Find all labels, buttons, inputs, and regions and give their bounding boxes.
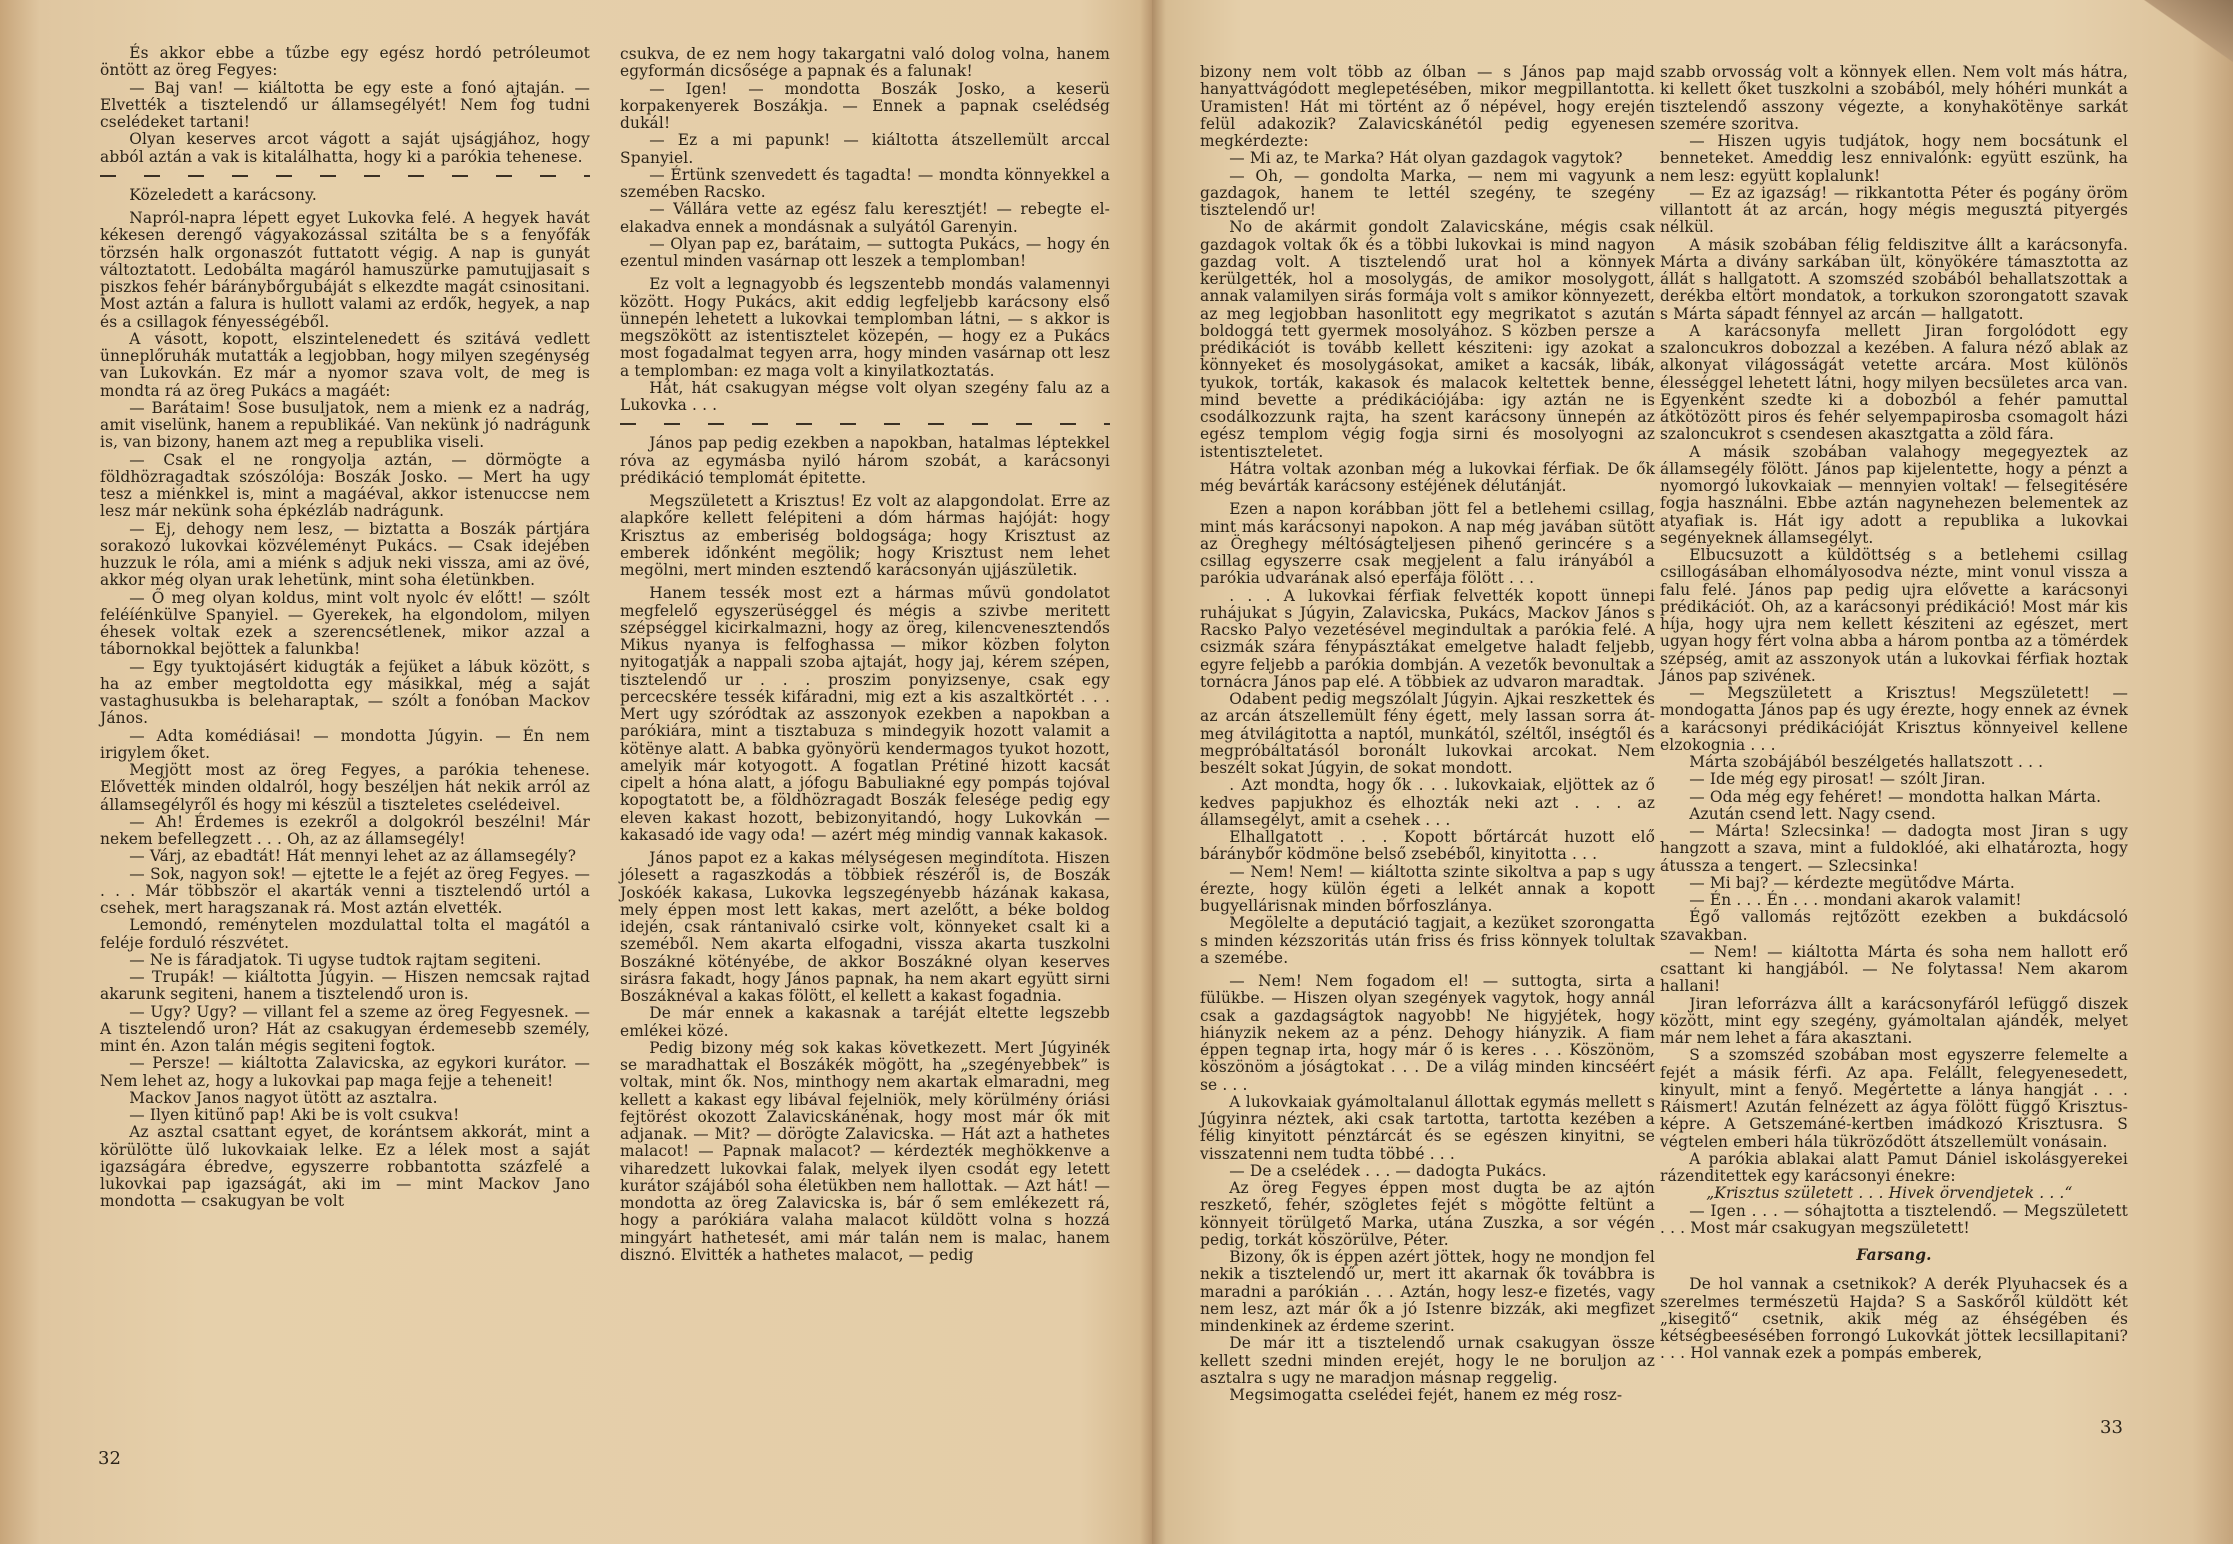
paragraph: Napról-napra lépett egyet Lukovka felé. A hegyek havát kékesen derengő vágyakozással szitálta be s a fenyőfák törzsén halk orgonaszót futtatott végig. A nap is gunyát változtatott. Ledobálta magáról hamuszürke pamutujjasait s piszkos fehér báránybőrgubáját s elkezdte magát csinositani. Most aztán a falura is hullott valami az erdők, hegyek, a nap és a csillagok fényességéből. bbox=[100, 209, 590, 331]
paragraph: — Trupák! — kiáltotta Júgyin. — Hiszen nemcsak rajtad akarunk segiteni, hanem a tisztelendő uron is. bbox=[100, 968, 590, 1004]
folded-corner bbox=[2138, 0, 2233, 70]
paragraph: A parókia ablakai alatt Pamut Dániel iskolásgyerekei rázenditettek egy karácsonyi énekre: bbox=[1660, 1149, 2128, 1185]
column-3 bbox=[1200, 64, 1655, 1404]
paragraph: szabb orvosság volt a könnyek ellen. Nem volt más hátra, ki kellett őket tuszkolni a szobából, mely hóhéri munkát a tisztelendő asszony végezte, a konyhakötënye sarkát szemére szoritva. bbox=[1660, 63, 2128, 133]
paragraph: — Én . . . Én . . . mondani akarok valamit! bbox=[1689, 891, 2022, 909]
paragraph: bizony nem volt több az ólban — s János pap majd hanyattvágódott meglepetésében, mikor megpillantotta. Uramisten! Hát mi történt az ő népével, hogy erején felül adakozik? Zalavicskánétól pedig egyenesen megkérdezte: bbox=[1200, 63, 1655, 150]
paragraph: — Vállára vette az egész falu keresztjét! — rebegte el-elakadva ennek a mondásnak a sulyától Garenyin. bbox=[620, 200, 1110, 236]
paragraph: — Mi az, te Marka? Hát olyan gazdagok vagytok? bbox=[1229, 149, 1623, 168]
paragraph: — Nem! — kiáltotta Márta és soha nem hallott erő csattant ki hangjából. — Ne folytassa! Nem akarom hallani! bbox=[1660, 942, 2128, 996]
paragraph: — Ilyen kitünő pap! Aki be is volt csukva! bbox=[129, 1106, 460, 1124]
paragraph: — Ide még egy pirosat! — szólt Jiran. bbox=[1689, 770, 1986, 789]
paragraph: — De a cselédek . . . — dadogta Pukács. bbox=[1229, 1161, 1547, 1180]
paragraph: — Persze! — kiáltotta Zalavicska, az egykori kurátor. — Nem lehet az, hogy a lukovkai pap maga fejje a teheneit! bbox=[100, 1054, 590, 1090]
paragraph: Megsimogatta cselédei fejét, hanem ez még rosz- bbox=[1229, 1386, 1623, 1404]
paragraph: — Ez a mi papunk! — kiáltotta átszellemült arccal Spanyiel. bbox=[620, 131, 1110, 167]
paragraph: — Oh, — gondolta Marka, — nem mi vagyunk a gazdagok, hanem te lettél szegény, te szegény tisztelendő ur! bbox=[1200, 166, 1655, 219]
paragraph: — Igen . . . — sóhajtotta a tisztelendő. — Megszületett . . . Most már csakugyan megszületett! bbox=[1660, 1201, 2128, 1237]
paragraph: Lemondó, reménytelen mozdulattal tolta el magától a feléje forduló részvétet. bbox=[100, 916, 590, 952]
paragraph: — Ugy? Ugy? — villant fel a szeme az öreg Fegyesnek. — A tisztelendő uron? Hát az csakugyan érdemesebb személy, mint én. Azon talán mégis segiteni fogtok. bbox=[100, 1002, 590, 1055]
paragraph: Olyan keserves arcot vágott a saját ujságjához, hogy abból aztán a vak is kitalálhatta, hogy ki a parókia tehenese. bbox=[100, 130, 590, 166]
paragraph: Elhallgatott . . . Kopott bőrtárcát huzott elő báránybőr ködmöne belső zsebéből, kinyitotta . . . bbox=[1200, 828, 1655, 864]
paragraph: — Olyan pap ez, barátaim, — suttogta Pukács, — hogy én ezentul minden vasárnap ott leszek a templomban! bbox=[620, 234, 1110, 270]
paragraph: No de akármit gondolt Zalavicskáne, mégis csak gazdagok voltak ők és a többi lukovkai is mind nagyon gazdag volt. A tisztelendő urat hol a könnyek kerülgették, hol a mosolygás, de amikor mosolygott, annak valamilyen sirás formája volt s amikor könnyezett, az meg legjobban hasonlitott egy megrikatot s azután boldoggá tett gyermek mosolyához. S közben persze a prédikációt is tovább kellett késziteni: igy azokat a könnyeket és mosolygásokat, amiket a kacsák, libák, tyukok, torták, kakasok és malacok keltettek benne, mind bevette a prédikációjába: igy aztán ne is csodálkozzunk rajta, ha szent karácsony ünnepén az egész templom végig fogja sirni és mosolyogni az istentiszteletet. bbox=[1200, 218, 1655, 461]
paragraph: Odabent pedig megszólalt Júgyin. Ajkai reszkettek és az arcán átszellemült fény égett, mely lassan sorra át- meg átvilágitotta a naptól, munkától, széltől, inségtől és megpróbáltatásól boronált lukovkai arcokat. Nem beszélt sokat Júgyin, de sokat mondott. bbox=[1200, 690, 1655, 777]
paragraph: — Csak el ne rongyolja aztán, — dörmögte a földhözragadtak szószólója: Boszák Josko. — Mert ha ugy tesz a miénkkel is, mint a magáéval, akkor istenuccse nem lesz már nekünk soha épkézláb nadrágunk. bbox=[100, 450, 590, 521]
paragraph: — Márta! Szlecsinka! — dadogta most Jiran s ugy hangzott a szava, mint a fuldoklóé, aki elhatározta, hogy átussza a tengert. — Szlecsinka! bbox=[1660, 822, 2128, 875]
page-number-right: 33 bbox=[2100, 1417, 2123, 1438]
column-4 bbox=[1660, 64, 2128, 1363]
section-divider bbox=[620, 417, 1110, 429]
paragraph: csukva, de ez nem hogy takargatni való dolog volna, hanem egyformán dicsősége a papnak és a falunak! bbox=[620, 45, 1110, 81]
paragraph: Bizony, ők is éppen azért jöttek, hogy ne mondjon fel nekik a tisztelendő ur, mert itt akarnak ők továbbra is maradni a parókián . . . Aztán, hogy lesz-e fizetés, vagy nem lesz, azt már ők a jó Istenre bizzák, aki megfizet mindenkinek az érdeme szerint. bbox=[1200, 1248, 1655, 1335]
column-2 bbox=[620, 46, 1110, 1264]
paragraph: Ez volt a legnagyobb és legszentebb mondás valamennyi között. Hogy Pukács, akit eddig legfeljebb karácsony első ünnepén lehetett a lukovkai templomban látni, — s akkor is megszökött az istentisztelet közepén, — hogy ez a Pukács most fogadalmat tegyen arra, hogy minden vasárnap ott lesz a templomban: ez maga volt a kinyilatkoztatás. bbox=[620, 275, 1110, 380]
paragraph: Az asztal csattant egyet, de korántsem akkorát, mint a körülötte ülő lukovkaiak lelke. Ez a lélek most a saját igazságára ébredve, egyszerre robbantotta százfelé a lukovkai pap igazságát, aki im — mint Mackov Jano mondotta — csakugyan be volt bbox=[100, 1123, 590, 1211]
paragraph: Hát, hát csakugyan mégse volt olyan szegény falu az a Lukovka . . . bbox=[620, 378, 1110, 414]
paragraph: — Várj, az ebadtát! Hát mennyi lehet az az államsegély? bbox=[129, 847, 577, 866]
paragraph: A vásott, kopott, elszintelenedett és szitává vedlett ünneplőruhák mutatták a legjobban, hogy milyen szegénység van Lukovkán. Ez már a nyomor szava volt, de meg is mondta rá az öreg Pukács a magáét: bbox=[100, 329, 590, 400]
paragraph: — Ő meg olyan koldus, mint volt nyolc év előtt! — szólt feléíénkülve Spanyiel. — Gyerekek, ha elgondolom, milyen éhesek voltak ezek a szerencsétlenek, mikor azzal a tábornokkal bejöttek a falunkba! bbox=[100, 588, 590, 659]
paragraph: Égő vallomás rejtőzött ezekben a bukdácsoló szavakban. bbox=[1660, 908, 2128, 944]
paragraph: És akkor ebbe a tűzbe egy egész hordó petróleumot öntött az öreg Fegyes: bbox=[100, 44, 590, 80]
paragraph: Azután csend lett. Nagy csend. bbox=[1689, 804, 1936, 823]
paragraph: — Igen! — mondotta Boszák Josko, a keserü korpakenyerek Boszákja. — Ennek a papnak cselédség dukál! bbox=[620, 79, 1110, 132]
paragraph: Márta szobájából beszélgetés hallatszott . . . bbox=[1689, 753, 2044, 771]
paragraph: Megjött most az öreg Fegyes, a parókia tehenese. Elővették minden oldalról, hogy beszéljen hát nekik arról az államsegélyről és hogy mi készül a tiszteletes cselédeivel. bbox=[100, 761, 590, 814]
paragraph: Pedig bizony még sok kakas következett. Mert Júgyinék se maradhattak el Boszákék mögött, ha „szegényebbek” is voltak, mint ők. Nos, minthogy nem akartak elmaradni, meg kellett a kakast egy libával fejelniök, mely körülmény óriási fejtörést okozott Zalavicskánénak, hogy most már ők mit adjanak. — Mit? — dörögte Zalavicska. — Hát azt a hathetes malacot! — Papnak malacot? — kérdezték meghökkenve a viharedzett lukovkai falak, melyek ilyen csodát egy letett kurátor szájából soha életükben nem hallottak. — Azt hát! — mondotta az öreg Zalavicska is, bár ő sem emlékezett rá, hogy a parókiára valaha malacot küldött volna s hozzá mingyárt hathetesét, ami már talán nem is malac, hanem disznó. Elvitték a hathetes malacot, — pedig bbox=[620, 1038, 1110, 1264]
paragraph: Ezen a napon korábban jött fel a betlehemi csillag, mint más karácsonyi napokon. A nap még javában sütött az Öreghegy méltóságteljesen pihenő gerincére s a csillag egyszerre csak megjelent a falu irányából a parókia udvarának alsó eperfája fölött . . . bbox=[1200, 500, 1655, 588]
song-quote: „Krisztus született . . . Hivek örvendjetek . . .“ bbox=[1706, 1184, 2073, 1203]
paragraph: Közeledett a karácsony. bbox=[129, 185, 317, 204]
paragraph: Hátra voltak azonban még a lukovkai férfiak. De ők még bevárták karácsony estéjének délutánját. bbox=[1200, 459, 1655, 495]
paragraph: De hol vannak a csetnikok? A derék Plyuhacsek és a szerelmes természetü Hajda? S a Saskőről küldött két „kisegitő“ csetnik, akik még az éhségében és kétségbeesésében forrongó Lukovkát jöttek lecsillapitani? . . . Hol vannak ezek a pompás emberek, bbox=[1660, 1275, 2128, 1363]
section-heading: Farsang. bbox=[1856, 1246, 1932, 1264]
paragraph: A karácsonyfa mellett Jiran forgolódott egy szaloncukros dobozzal a kezében. A falura néző ablak az alkonyat világosságát vetette arcára. Most különös élességgel lehetett látni, hogy milyen becsületes arca van. Egyenként szedte ki a dobozból a fehér pamuttal átkötözött piros és fehér selyempapirosba csomagolt házi szaloncukrot s csendesen akasztgatta a zöld fára. bbox=[1660, 321, 2128, 444]
paragraph: Hanem tessék most ezt a hármas művü gondolatot megfelelő egyszerüséggel és mégis a szivbe meritett szépséggel kicirkalmazni, hogy az öreg, kilencvenesztendős Mikus nyanya is felfoghassa — mikor közben folyton nyitogatják a nappali szoba ajtaját, hogy jaj, kérem szépen, tisztelendő ur . . . proszim ponyizsenye, csak egy percecskére tessék kifáradni, mig ezt a kis aszaltkörtét . . . Mert ugy szóródtak az asszonyok ezekben a napokban a parókiára, mint a tisztabuza s mindegyik hozott valamit a kötënye alatt. A babka gyönyörü kendermagos tyukot hozott, amelyik már kotyogott. A fogatlan Prétiné hizott kacsát cipelt a hóna alatt, a jófogu Babuliakné egy pompás tojóval kopogtatott be, a földhözragadt Boszák felesége pedig egy eleven kakast hozott, bebizonyitandó, hogy Lukovkán — kakasadó ide vagy oda! — azért még mindig vannak kakasok. bbox=[620, 584, 1110, 844]
paragraph: . . . A lukovkai férfiak felvették kopott ünnepi ruhájukat s Júgyin, Zalavicska, Pukács, Mackov János s Racsko Palyo vezetésével megindultak a parókia felé. A csizmák szára fénypásztákat emelgetve haladt feljebb, egyre feljebb a parókia dombján. A vezetők bevonultak a tornácra János pap elé. A többiek az udvaron maradtak. bbox=[1200, 586, 1655, 691]
paragraph: — Ej, dehogy nem lesz, — biztatta a Boszák pártjára sorakozó lukovkai közvéleményt Pukács. — Csak idejében huzzuk le róla, ami a miénk s adjuk neki vissza, ami az övé, akkor még olyan urak lehetünk, mint soha életünkben. bbox=[100, 519, 590, 590]
paragraph: A másik szobában valahogy megegyeztek az államsegély fölött. János pap kijelentette, hogy a pénzt a nyomorgó lukovkaiak — mennyien voltak! — felsegitésére fogja használni. Ebbe aztán nagynehezen belementek az atyafiak is. Hát igy adott a republika a lukovkai segényeknek államsegélyt. bbox=[1660, 442, 2128, 547]
paragraph: — Mi baj? — kérdezte megütődve Márta. bbox=[1689, 873, 2015, 892]
paragraph: . Azt mondta, hogy ők . . . lukovkaiak, eljöttek az ő kedves papjukhoz és elhozták neki azt . . . az államsegélyt, amit a csehek . . . bbox=[1200, 776, 1655, 829]
paragraph: Megszületett a Krisztus! Ez volt az alapgondolat. Erre az alapkőre kellett felépiteni a dóm hármas hajóját: hogy Krisztus az emberiség boldogsága; hogy Krisztust az emberek időnként megölik; hogy Krisztust nem lehet megölni, mert minden esztendő karácsonyán ujjászületik. bbox=[620, 492, 1110, 579]
paragraph: — Megszületett a Krisztus! Megszületett! — mondogatta János pap és ugy érezte, hogy ennek az évnek a karácsonyi prédikációját Krisztus könnyeivel kellene elzokognia . . . bbox=[1660, 684, 2128, 754]
paragraph: A lukovkaiak gyámoltalanul állottak egymás mellett s Júgyinra néztek, aki csak tartotta, tartotta kezében a félig kinyitott pénztárcát és se egészen kinyitni, se visszatenni nem tudta többé . . . bbox=[1200, 1092, 1655, 1163]
paragraph: — Egy tyuktojásért kidugták a fejüket a lábuk között, s ha az ember megtoldotta egy másikkal, még a saját vastaghusukba is beleharaptak, — szólt a fonóban Mackov János. bbox=[100, 657, 590, 728]
page-number-left: 32 bbox=[98, 1448, 121, 1469]
paragraph: Elbucsuzott a küldöttség s a betlehemi csillag csillogásában elhomályosodva nézte, mint vonul vissza a falu felé. János pap pedig ujra elővette a karácsonyi prédikációt. Oh, az a karácsonyi prédikáció! Most már kis híja, hogy ujra nem kellett késziteni az egészet, mert ugyan hogy fért volna abba a három pontba az a tömérdek szépség, amit az asszonyok után a lukovkai férfiak hoztak János pap szivének. bbox=[1660, 546, 2128, 685]
section-divider bbox=[100, 169, 590, 181]
paragraph: János pap pedig ezekben a napokban, hatalmas léptekkel róva az egymásba nyiló három szobát, a karácsonyi prédikáció templomát épitette. bbox=[620, 434, 1110, 487]
paragraph: — Hiszen ugyis tudjátok, hogy nem bocsátunk el benneteket. Ameddig lesz ennivalónk: együtt eszünk, ha nem lesz: együtt koplalunk! bbox=[1660, 132, 2128, 185]
paragraph: — Adta komédiásai! — mondotta Júgyin. — Én nem irigylem őket. bbox=[100, 726, 590, 762]
column-1 bbox=[100, 45, 590, 1211]
paragraph: Megölelte a deputáció tagjait, a kezüket szorongatta s minden kézszoritás után friss és friss könnyek tolultak a szemébe. bbox=[1200, 914, 1655, 967]
paragraph: De már itt a tisztelendő urnak csakugyan össze kellett szedni minden erejét, hogy le ne boruljon az asztalra s ugy ne maradjon másnap reggelig. bbox=[1200, 1334, 1655, 1387]
paragraph: S a szomszéd szobában most egyszerre felemelte a fejét a másik férfi. Az apa. Felállt, felegyenesedett, kinyult, mint a fenyő. Megértette a lánya hangját . . . Ráismert! Azután felnézett az ágya fölött függő Krisztus-képre. A Getszemáné-kertben imádkozó Krisztusra. S végtelen emberi hála tükröződött átszellemült vonásain. bbox=[1660, 1046, 2128, 1151]
paragraph: Mackov Janos nagyot ütött az asztalra. bbox=[129, 1088, 438, 1107]
paragraph: Az öreg Fegyes éppen most dugta be az ajtón reszkető, fehér, szögletes fejét s mögötte feltünt a könnyeit törülgető Marka, utána Zuszka, a sor végén pedig, torkát köszörülve, Péter. bbox=[1200, 1179, 1655, 1249]
paragraph: A másik szobában félig feldiszitve állt a karácsonyfa. Márta a divány sarkában ült, könyökére támasztotta az állát s hallgatott. A szomszéd szobából behallatszottak a derékba eltört mondatok, a torkukon szorongatott szavak s Márta sápadt fénnyel az arcán — hallgatott. bbox=[1660, 235, 2128, 323]
paragraph: — Ne is fáradjatok. Ti ugyse tudtok rajtam segiteni. bbox=[129, 950, 542, 969]
paragraph: — Értünk szenvedett és tagadta! — mondta könnyekkel a szemében Racsko. bbox=[620, 165, 1110, 201]
paragraph: János papot ez a kakas mélységesen megindítota. Hiszen jólesett a ragaszkodás a többiek részéről is, de Boszák Joskóék kakasa, Lukovka legszegényebb házának kakasa, mely éppen most lett kakas, mert azelőtt, a béke boldog idején, csak rántanivaló csirke volt, könnyeket csalt ki a szeméből. Nem akarta elfogadni, vissza akarta tuszkolni Boszákné kötényébe, de akkor Boszákné olyan keserves sirásra fakadt, hogy János papnak, ha nem akart együtt sirni Boszáknéval a kakas fölött, el kellett a kakast fogadnia. bbox=[620, 849, 1110, 1005]
paragraph: — Baj van! — kiáltotta be egy este a fonó ajtaján. — Elvették a tisztelendő ur államsegélyét! Nem fog tudni cselédeket tartani! bbox=[100, 78, 590, 131]
paragraph: De már ennek a kakasnak a taréját eltette legszebb emlékei közé. bbox=[620, 1004, 1110, 1040]
paragraph: — Ah! Érdemes is ezekről a dolgokról beszélni! Már nekem befellegzett . . . Oh, az az államsegély! bbox=[100, 812, 590, 848]
paragraph: — Oda még egy fehéret! — mondotta halkan Márta. bbox=[1689, 787, 2102, 806]
paragraph: — Sok, nagyon sok! — ejtette le a fejét az öreg Fegyes. — . . . Már többször el akarták venni a tisztelendő urtól a csehek, mert haragszanak rá. Most aztán elvették. bbox=[100, 864, 590, 917]
paragraph: Jiran leforrázva állt a karácsonyfáról lefüggő diszek között, mint egy szegény, gyámoltalan ajándék, melyet már nem lehet a fára akasztani. bbox=[1660, 994, 2128, 1047]
paragraph: — Nem! Nem! — kiáltotta szinte sikoltva a pap s ugy érezte, hogy külön égeti a lelkét annak a kopott bugyellárisnak minden bőrfoszlánya. bbox=[1200, 862, 1655, 915]
paragraph: — Nem! Nem fogadom el! — suttogta, sirta a fülükbe. — Hiszen olyan szegények vagytok, hogy annál csak a gazdagságtok nagyobb! Ne higyjétek, hogy hiányzik nekem az a pénz. Dehogy hiányzik. A fiam éppen tegnap irta, hogy már ő is keres . . . Köszönöm, köszönöm a jóságtokat . . . De a világ minden kincséért se . . . bbox=[1200, 972, 1655, 1094]
paragraph: — Ez az igazság! — rikkantotta Péter és pogány öröm villantott át az arcán, hogy mégis megusztá pityergés nélkül. bbox=[1660, 183, 2128, 237]
paragraph: — Barátaim! Sose busuljatok, nem a mienk ez a nadrág, amit viselünk, hanem a republikáé. Van nekünk jó nadrágunk is, van bizony, hanem azt meg a republika viseli. bbox=[100, 398, 590, 452]
